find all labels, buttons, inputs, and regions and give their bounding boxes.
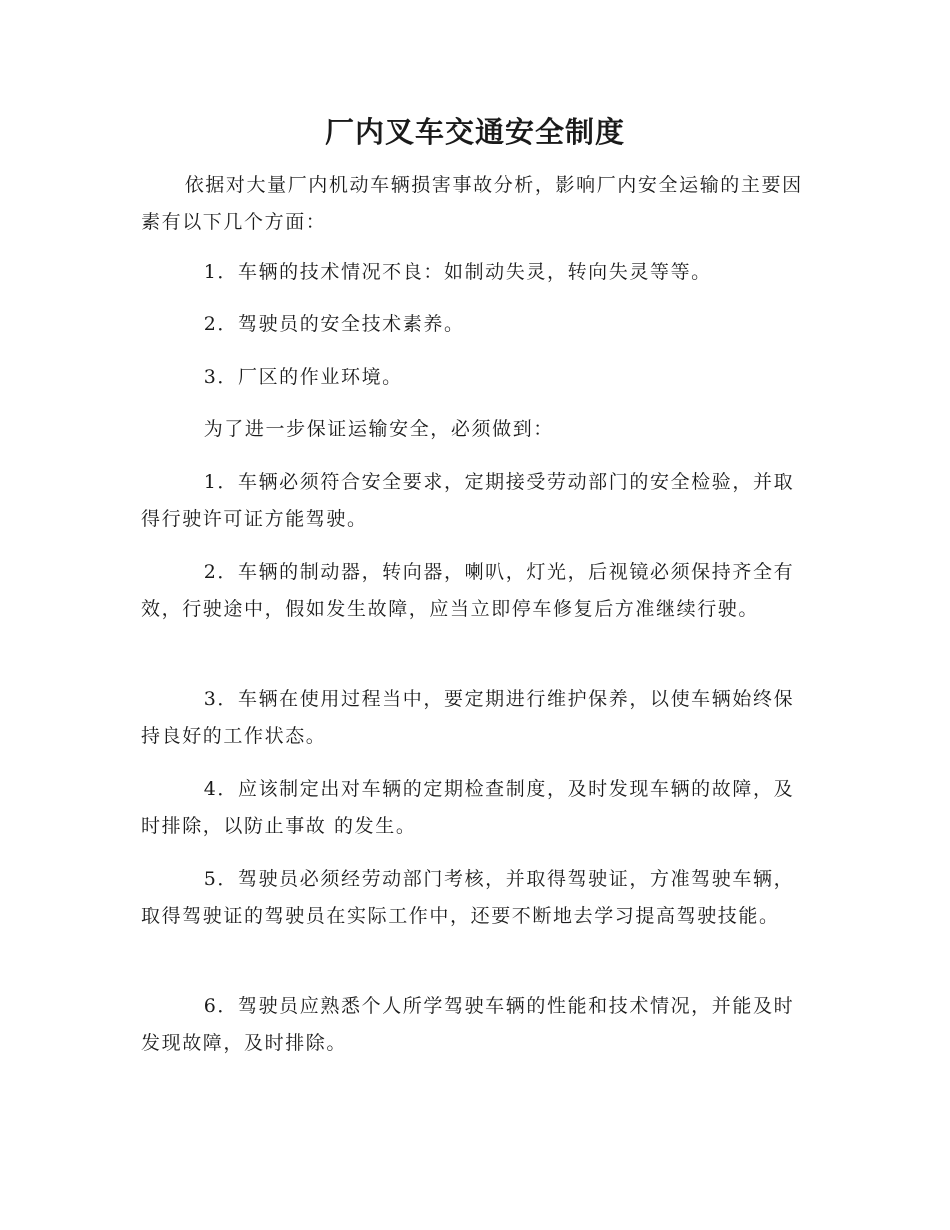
requirement-item-4: 4．应该制定出对车辆的定期检查制度，及时发现车辆的故障，及时排除，以防止事故 的发生。 — [141, 778, 795, 837]
requirement-item-2: 2．车辆的制动器，转向器，喇叭，灯光，后视镜必须保持齐全有效，行驶途中，假如发生故障，应当立即停车修复后方准继续行驶。 — [141, 561, 795, 620]
requirement-item-3: 3．车辆在使用过程当中，要定期进行维护保养，以使车辆始终保持良好的工作状态。 — [141, 688, 795, 747]
requirement-item-5: 5．驾驶员必须经劳动部门考核，并取得驾驶证，方准驾驶车辆，取得驾驶证的驾驶员在实际工作中，还要不断地去学习提高驾驶技能。 — [141, 868, 795, 927]
factor-item-1: 1．车辆的技术情况不良：如制动失灵，转向失灵等等。 — [203, 261, 712, 283]
factor-item-3: 3．厂区的作业环境。 — [203, 366, 403, 388]
requirements-intro: 为了进一步保证运输安全，必须做到： — [203, 418, 554, 440]
requirement-item-1: 1．车辆必须符合安全要求，定期接受劳动部门的安全检验，并取得行驶许可证方能驾驶。 — [141, 471, 795, 530]
document-title: 厂内叉车交通安全制度 — [324, 115, 625, 149]
intro-paragraph: 依据对大量厂内机动车辆损害事故分析，影响厂内安全运输的主要因素有以下几个方面： — [141, 174, 803, 233]
factor-item-2: 2．驾驶员的安全技术素养。 — [203, 313, 465, 335]
requirement-item-6: 6．驾驶员应熟悉个人所学驾驶车辆的性能和技术情况，并能及时发现故障，及时排除。 — [141, 995, 795, 1054]
